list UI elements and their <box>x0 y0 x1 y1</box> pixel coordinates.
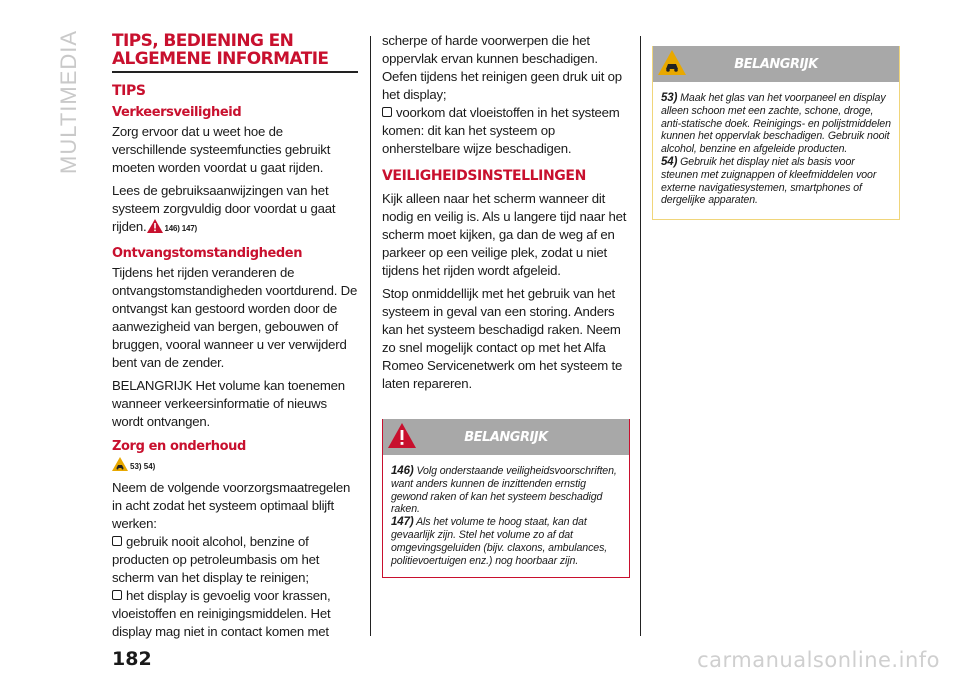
note-number: 147) <box>391 516 414 529</box>
ontvangst-paragraph-2: BELANGRIJK Het volume kan toenemen wanneer verkeersinformatie of nieuws wordt ontvangen. <box>112 378 345 429</box>
warning-box-title: BELANGRIJK <box>464 429 548 445</box>
red-warning-icon <box>387 421 417 456</box>
warning-box-header <box>383 419 629 455</box>
checkbox-bullet-icon <box>112 536 122 546</box>
page-number: 182 <box>112 648 152 670</box>
ontvangst-heading: Ontvangstomstandigheden <box>112 246 303 261</box>
note-references: 146) 147) <box>164 224 197 233</box>
zorg-references <box>112 457 358 473</box>
caution-box-title: BELANGRIJK <box>734 56 818 72</box>
column-divider <box>640 36 641 636</box>
veiligheid-heading: VEILIGHEIDSINSTELLINGEN <box>382 168 586 184</box>
verkeer-paragraph-2 <box>112 182 358 238</box>
note-text: Gebruik het display niet als basis voor steunen met zuignappen of kleefmiddelen voor externe navigatiesystemen, smartphones of dergelijke apparaten. <box>661 155 877 207</box>
checkbox-bullet-icon <box>112 590 122 600</box>
watermark: carmanualsonline.info <box>697 648 940 672</box>
tips-heading: TIPS <box>112 83 146 99</box>
ontvangst-paragraph-1: Tijdens het rijden veranderen de ontvangstomstandigheden voortdurend. De ontvangst kan gestoord worden door de aanwezigheid van bergen, gebouwen of bruggen, vooral wanneer u ver verwijderd bent van de zender. <box>112 265 358 370</box>
note-53 <box>661 92 891 156</box>
bullet-text: het display is gevoelig voor krassen, vloeistoffen en reinigingsmiddelen. Het display mag niet in contact komen met <box>112 588 331 639</box>
note-text: Als het volume te hoog staat, kan dat gevaarlijk zijn. Stel het volume zo af dat omgevingsgeluiden (bijv. claxons, ambulances, politievoertuigen enz.) nog hoorbaar zijn. <box>391 516 608 567</box>
note-147 <box>391 516 621 567</box>
veiligheid-paragraph-1: Kijk alleen naar het scherm wanneer dit nodig en veilig is. Als u langere tijd naar het scherm moet kijken, ga dan de weg af en parkeer op een veilige plek, zodat u niet tijdens het rijden wordt afgeleid. <box>382 191 627 278</box>
bullet-text: voorkom dat vloeistoffen in het systeem komen: dit kan het systeem op onherstelbare wijze beschadigen. <box>382 105 620 156</box>
section-title: TIPS, BEDIENING EN ALGEMENE INFORMATIE <box>112 31 329 69</box>
note-text: Volg onderstaande veiligheidsvoorschriften, want anders kunnen de inzittenden ernstig gewond raken of kan het systeem beschadigd raken. <box>391 465 617 516</box>
note-number: 53) <box>661 92 678 104</box>
note-146 <box>391 465 621 516</box>
checkbox-bullet-icon <box>382 107 392 117</box>
warning-box <box>382 419 630 578</box>
bullet-item <box>382 104 630 158</box>
section-side-tab: MULTIMEDIA <box>56 29 81 174</box>
column-2 <box>382 32 630 578</box>
column-1 <box>112 32 358 646</box>
verkeer-paragraph-1: Zorg ervoor dat u weet hoe de verschillende systeemfuncties gebruikt moeten worden voordat u gaat rijden. <box>112 124 331 175</box>
warning-box-body <box>383 455 629 577</box>
yellow-warning-icon <box>657 48 687 83</box>
zorg-refs-text: 53) 54) <box>130 462 156 471</box>
verkeer-heading: Verkeersveiligheid <box>112 105 242 120</box>
verkeer-paragraph-2-text: Lees de gebruiksaanwijzingen van het systeem zorgvuldig door voordat u gaat rijden. <box>112 183 336 234</box>
bullet-item <box>112 587 358 641</box>
zorg-paragraph-1: Neem de volgende voorzorgsmaatregelen in acht zodat het systeem optimaal blijft werken: <box>112 480 351 531</box>
column-3 <box>652 46 900 220</box>
caution-box-body <box>653 82 899 219</box>
note-number: 146) <box>391 465 414 477</box>
bullet-text: gebruik nooit alcohol, benzine of producten op petroleumbasis om het scherm van het display te reinigen; <box>112 534 320 585</box>
note-number: 54) <box>661 155 678 168</box>
title-rule <box>112 71 358 73</box>
note-text: Maak het glas van het voorpaneel en display alleen schoon met een zachte, schone, droge, anti-statische doek. Reinigings- en polijstmiddelen kunnen het oppervlak beschadigen. Gebruik nooit alcohol, benzine en afgeleide producten. <box>661 92 891 156</box>
red-warning-icon <box>147 219 163 238</box>
zorg-heading: Zorg en onderhoud <box>112 439 246 454</box>
note-54 <box>661 156 891 207</box>
column-divider <box>370 36 371 636</box>
caution-box <box>652 46 900 220</box>
yellow-warning-icon <box>112 457 128 473</box>
caution-box-header <box>653 46 899 82</box>
bullet-item <box>112 533 358 587</box>
veiligheid-paragraph-2: Stop onmiddellijk met het gebruik van het systeem in geval van een storing. Anders kan het systeem beschadigd raken. Neem zo snel mogelijk contact op met het Alfa Romeo Servicenetwerk om het systeem te laten repareren. <box>382 286 623 391</box>
continued-text: scherpe of harde voorwerpen die het oppervlak ervan kunnen beschadigen. Oefen tijdens het reinigen geen druk uit op het display; <box>382 33 622 102</box>
